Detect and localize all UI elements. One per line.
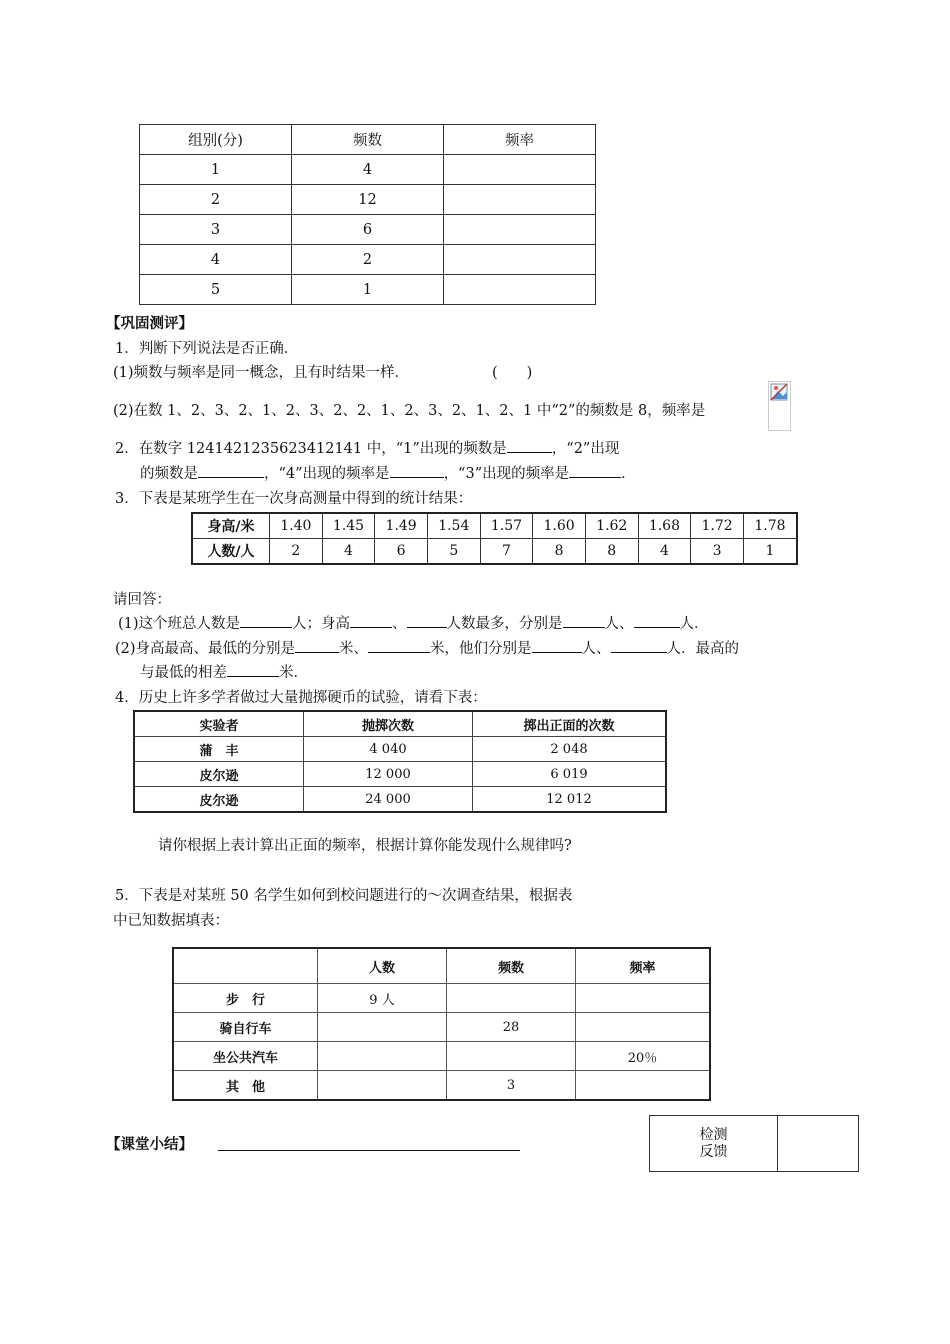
q2-text: 2．在数字 1241421235623412141 中，“1”出现的频数是 — [115, 441, 507, 457]
cell: 7 — [480, 539, 533, 565]
header-cell: 频率 — [576, 948, 711, 984]
cell — [444, 185, 596, 215]
table-row — [134, 762, 666, 787]
q3-blank[interactable] — [611, 638, 667, 653]
cell — [444, 215, 596, 245]
q3-blank[interactable] — [240, 613, 292, 628]
q3-blank[interactable] — [563, 613, 605, 628]
header-cell: 频数 — [292, 125, 444, 155]
q2-text: ，“2”出现 — [551, 441, 620, 457]
q3-blank[interactable] — [227, 662, 279, 677]
q3-text: 人、 — [604, 616, 634, 632]
cell: 1 — [140, 155, 292, 185]
cell: 3 — [140, 215, 292, 245]
table-row — [134, 787, 666, 813]
cell: 1.49 — [375, 513, 428, 539]
table-row — [173, 984, 710, 1013]
cell: 1 — [743, 539, 797, 565]
header-cell: 掷出正面的次数 — [473, 711, 667, 737]
q3-blank[interactable] — [407, 613, 447, 628]
cell: 1 — [292, 275, 444, 305]
table-row — [192, 539, 797, 565]
q3-blank[interactable] — [350, 613, 392, 628]
height-table — [191, 512, 798, 565]
cell: 步 行 — [173, 984, 318, 1013]
q3-blank[interactable] — [634, 613, 680, 628]
cell: 12 012 — [473, 787, 667, 813]
cell: 4 — [292, 155, 444, 185]
cell: 1.54 — [427, 513, 480, 539]
q2-blank[interactable] — [507, 438, 552, 453]
section-title: 【巩固测评】 — [106, 315, 193, 332]
q3-blank[interactable] — [295, 638, 339, 653]
cell — [447, 1042, 576, 1071]
cell: 6 019 — [473, 762, 667, 787]
cell — [318, 1013, 447, 1042]
feedback-input-cell[interactable] — [778, 1116, 859, 1172]
cell: 坐公共汽车 — [173, 1042, 318, 1071]
q5-stem: 中已知数据填表： — [113, 913, 229, 929]
table-row — [173, 1071, 710, 1101]
cell: 3 — [447, 1071, 576, 1101]
broken-image-icon — [768, 381, 791, 431]
q3-text: 人． — [679, 616, 709, 632]
q3-text: 人．最高的 — [666, 641, 740, 657]
table-header-row — [140, 125, 596, 155]
q3-text: 人数最多，分别是 — [446, 616, 563, 632]
q2-text: ，“4”出现的频率是 — [264, 466, 390, 482]
frequency-table — [139, 124, 596, 305]
q3-text: 米、 — [339, 641, 369, 657]
cell: 其 他 — [173, 1071, 318, 1101]
summary-label: 【课堂小结】 — [106, 1136, 193, 1153]
table-row — [140, 245, 596, 275]
q1-part2: (2)在数 1、2、3、2、1、2、3、2、2、1、2、3、2、1、2、1 中“2”的频数是 8，频率是 — [113, 403, 706, 419]
summary-blank[interactable] — [218, 1150, 520, 1151]
q4-stem: 4．历史上许多学者做过大量抛掷硬币的试验，请看下表： — [115, 690, 487, 706]
cell — [576, 1071, 711, 1101]
cell — [576, 1013, 711, 1042]
header-cell: 组别(分) — [140, 125, 292, 155]
cell: 2 — [270, 539, 323, 565]
table-row — [140, 215, 596, 245]
q3-text: (1)这个班总人数是 — [118, 616, 241, 632]
feedback-box — [649, 1115, 859, 1172]
answer-label: 请回答： — [113, 592, 171, 608]
row-label: 身高/米 — [192, 513, 270, 539]
cell: 3 — [691, 539, 744, 565]
table-row — [140, 185, 596, 215]
cell — [576, 984, 711, 1013]
q3-text: 、 — [392, 616, 407, 632]
cell: 1.62 — [585, 513, 638, 539]
cell — [444, 245, 596, 275]
cell: 蒲 丰 — [134, 737, 304, 762]
table-header-row — [134, 711, 666, 737]
cell: 骑自行车 — [173, 1013, 318, 1042]
cell: 皮尔逊 — [134, 762, 304, 787]
cell: 皮尔逊 — [134, 787, 304, 813]
table-row — [650, 1116, 859, 1172]
cell: 12 000 — [304, 762, 473, 787]
q3-text: 与最低的相差 — [140, 665, 227, 681]
table-header-row — [173, 948, 710, 984]
cell: 4 040 — [304, 737, 473, 762]
cell: 1.40 — [270, 513, 323, 539]
q1-part1: (1)频数与频率是同一概念，且有时结果一样． — [113, 365, 410, 381]
cell: 5 — [140, 275, 292, 305]
coin-toss-table — [133, 710, 667, 813]
cell: 6 — [375, 539, 428, 565]
q3-text: 人；身高 — [292, 616, 351, 632]
q1-stem: 1．判断下列说法是否正确． — [115, 341, 299, 357]
cell — [444, 275, 596, 305]
cell: 4 — [140, 245, 292, 275]
cell: 24 000 — [304, 787, 473, 813]
feedback-label-line: 反馈 — [699, 1143, 728, 1160]
q3-stem: 3．下表是某班学生在一次身高测量中得到的统计结果： — [115, 491, 473, 507]
cell — [444, 155, 596, 185]
cell: 2 048 — [473, 737, 667, 762]
header-cell — [173, 948, 318, 984]
q2-text: ，“3”出现的频率是 — [443, 466, 570, 482]
cell: 1.78 — [743, 513, 797, 539]
table-row — [140, 155, 596, 185]
cell: 4 — [322, 539, 375, 565]
q2-blank[interactable] — [198, 463, 264, 478]
answer-paren: ( ) — [492, 365, 533, 381]
header-cell: 实验者 — [134, 711, 304, 737]
q3-sub2 — [115, 637, 739, 658]
cell: 1.68 — [638, 513, 691, 539]
cell: 8 — [585, 539, 638, 565]
q3-text: 人、 — [581, 641, 611, 657]
header-cell: 频数 — [447, 948, 576, 984]
q4-question: 请你根据上表计算出正面的频率，根据计算你能发现什么规律吗? — [158, 838, 572, 854]
cell: 2 — [292, 245, 444, 275]
table-row — [192, 513, 797, 539]
feedback-label — [650, 1116, 778, 1172]
cell: 20％ — [576, 1042, 711, 1071]
q2-blank[interactable] — [390, 463, 444, 478]
cell: 12 — [292, 185, 444, 215]
q3-text: 米． — [279, 665, 308, 681]
cell — [318, 1071, 447, 1101]
q3-text: 米，他们分别是 — [430, 641, 532, 657]
table-row — [134, 737, 666, 762]
cell: 5 — [427, 539, 480, 565]
broken-image-icon — [769, 382, 790, 404]
commute-table — [172, 947, 711, 1101]
q2-text: ． — [621, 466, 636, 482]
q2-line1 — [115, 437, 619, 458]
q2-line2 — [140, 462, 636, 483]
q2-text: 的频数是 — [140, 466, 198, 482]
cell — [318, 1042, 447, 1071]
q5-stem: 5．下表是对某班 50 名学生如何到校问题进行的～次调查结果，根据表 — [115, 888, 573, 904]
q3-blank[interactable] — [368, 638, 430, 653]
cell: 8 — [533, 539, 586, 565]
cell: 2 — [140, 185, 292, 215]
header-cell: 抛掷次数 — [304, 711, 473, 737]
table-row — [140, 275, 596, 305]
q2-blank[interactable] — [569, 463, 621, 478]
q3-blank[interactable] — [532, 638, 582, 653]
cell: 1.72 — [691, 513, 744, 539]
table-row — [173, 1042, 710, 1071]
cell: 4 — [638, 539, 691, 565]
cell: 1.60 — [533, 513, 586, 539]
table-row — [173, 1013, 710, 1042]
cell — [447, 984, 576, 1013]
header-cell: 人数 — [318, 948, 447, 984]
cell: 9 人 — [318, 984, 447, 1013]
cell: 6 — [292, 215, 444, 245]
cell: 28 — [447, 1013, 576, 1042]
row-label: 人数/人 — [192, 539, 270, 565]
q3-sub3 — [140, 661, 308, 682]
cell: 1.57 — [480, 513, 533, 539]
cell: 1.45 — [322, 513, 375, 539]
q3-sub1 — [118, 612, 709, 633]
q3-text: (2)身高最高、最低的分别是 — [115, 641, 296, 657]
feedback-label-line: 检测 — [699, 1126, 728, 1143]
header-cell: 频率 — [444, 125, 596, 155]
